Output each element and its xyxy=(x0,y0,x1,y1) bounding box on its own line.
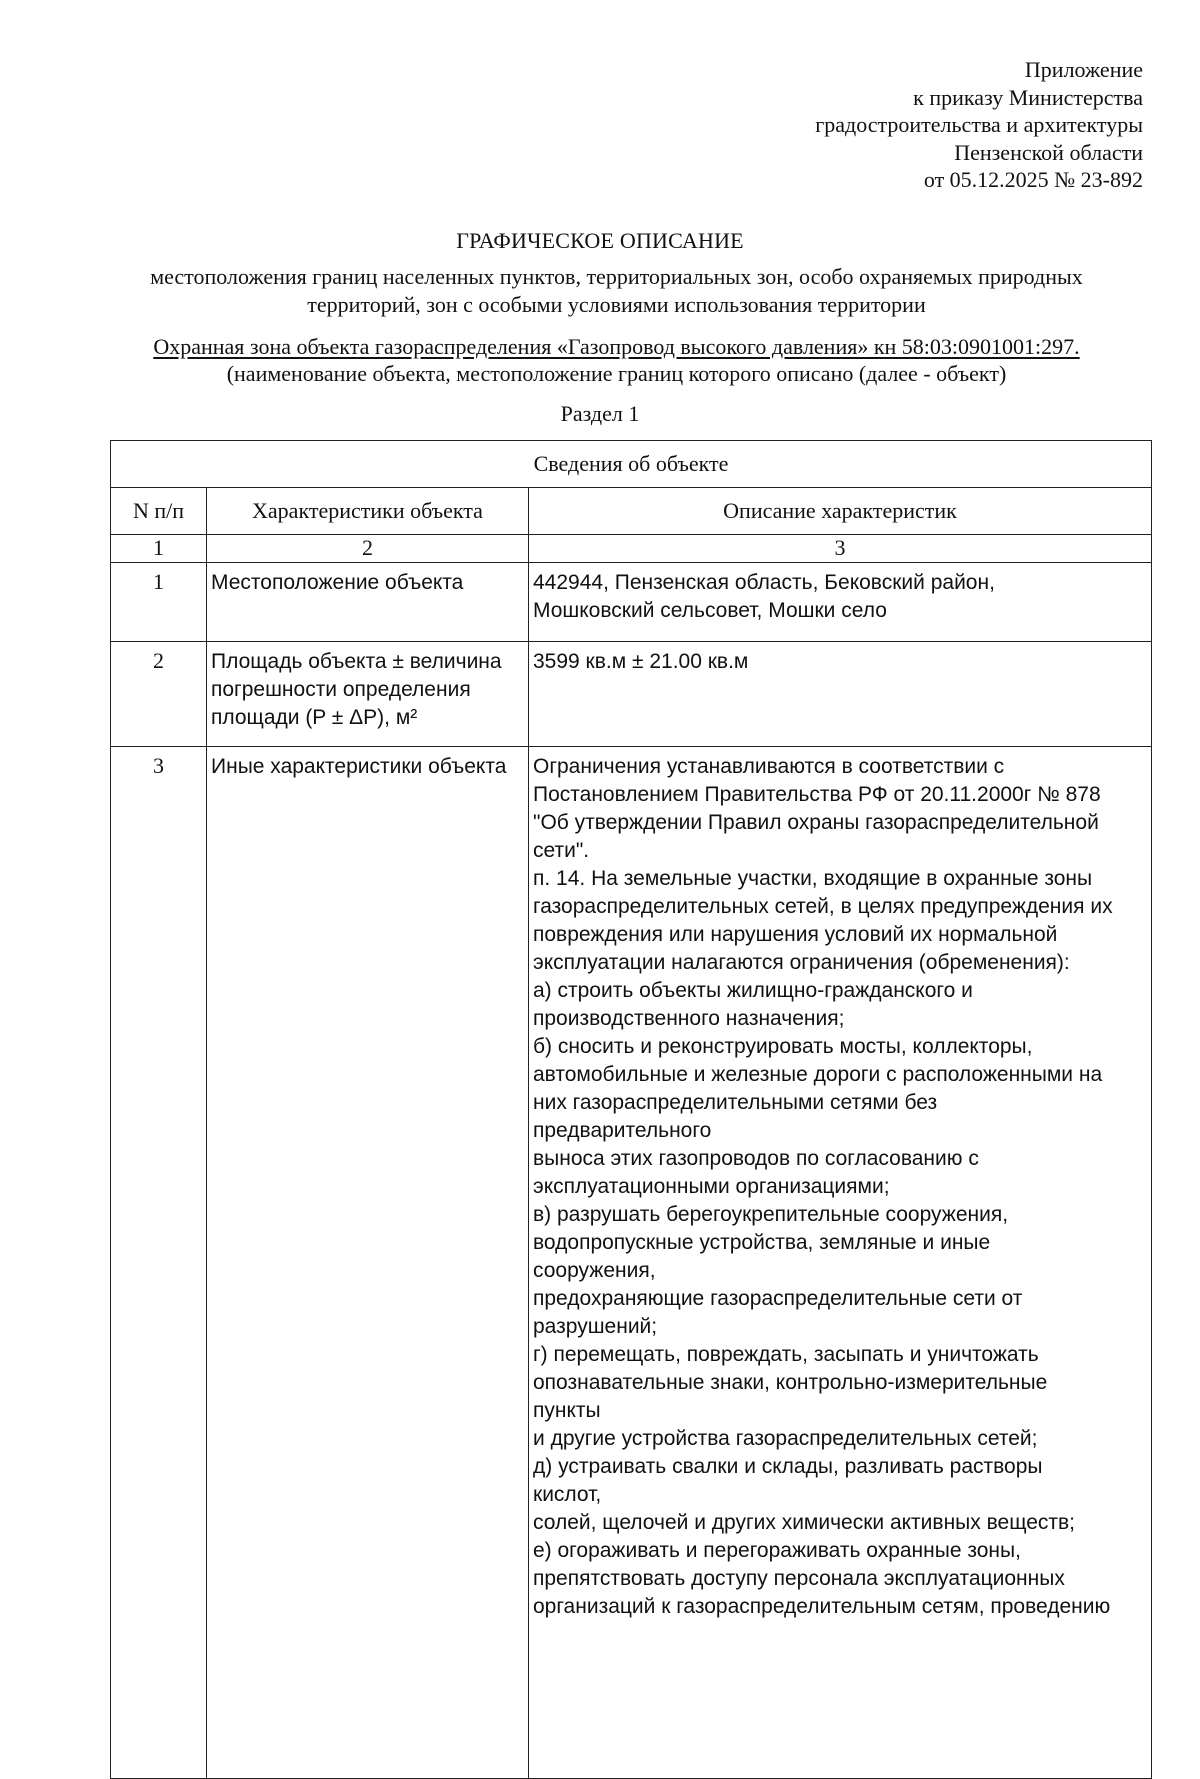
description-line: солей, щелочей и других химически активных веществ; xyxy=(533,1511,1076,1534)
description-line: 3599 кв.м ± 21.00 кв.м xyxy=(533,650,749,673)
appendix-line: градостроительства и архитектуры xyxy=(815,112,1143,137)
description-line: опознавательные знаки, контрольно-измерительные xyxy=(533,1371,1048,1394)
column-number-row xyxy=(111,535,1152,563)
object-caption: (наименование объекта, местоположение границ которого описано (далее - объект) xyxy=(226,361,1007,386)
description-line: выноса этих газопроводов по согласованию с xyxy=(533,1147,979,1170)
description-line: в) разрушать берегоукрепительные сооружения, xyxy=(533,1203,1009,1226)
table-row xyxy=(111,563,1152,642)
description-line: сооружения, xyxy=(533,1259,656,1282)
description-line: Постановлением Правительства РФ от 20.11.2000г № 878 xyxy=(533,783,1101,806)
document-subtitle xyxy=(90,263,1143,319)
description-line: сети". xyxy=(533,839,590,862)
column-number: 3 xyxy=(529,535,1152,563)
description-line: автомобильные и железные дороги с расположенными на xyxy=(533,1063,1103,1086)
row-number: 3 xyxy=(111,747,207,1779)
row-number: 1 xyxy=(111,563,207,642)
description-line: д) устраивать свалки и склады, разливать растворы xyxy=(533,1455,1043,1478)
description-line: предварительного xyxy=(533,1119,712,1142)
document-title: ГРАФИЧЕСКОЕ ОПИСАНИЕ xyxy=(456,228,744,253)
column-number: 1 xyxy=(111,535,207,563)
description-line: них газораспределительными сетями без xyxy=(533,1091,938,1114)
row-description xyxy=(529,563,1152,642)
description-line: б) сносить и реконструировать мосты, коллекторы, xyxy=(533,1035,1033,1058)
description-line: Ограничения устанавливаются в соответствии с xyxy=(533,755,1005,778)
description-line: г) перемещать, повреждать, засыпать и уничтожать xyxy=(533,1343,1039,1366)
row-description xyxy=(529,747,1152,1779)
characteristic-line: погрешности определения xyxy=(211,678,471,701)
characteristic-line: Местоположение объекта xyxy=(211,571,464,594)
section-label: Раздел 1 xyxy=(560,401,640,426)
table-caption-row xyxy=(111,441,1152,488)
row-description xyxy=(529,642,1152,747)
appendix-block xyxy=(815,56,1143,194)
row-number: 2 xyxy=(111,642,207,747)
row-characteristic xyxy=(207,747,529,1779)
description-line: производственного назначения; xyxy=(533,1007,845,1030)
header-description: Описание характеристик xyxy=(529,488,1152,535)
description-line: е) огораживать и перегораживать охранные зоны, xyxy=(533,1539,1021,1562)
description-line: п. 14. На земельные участки, входящие в охранные зоны xyxy=(533,867,1093,890)
description-line: повреждения или нарушения условий их нормальной xyxy=(533,923,1058,946)
description-line: эксплуатационными организациями; xyxy=(533,1175,890,1198)
appendix-line: Приложение xyxy=(1024,57,1143,82)
table-row xyxy=(111,642,1152,747)
column-number: 2 xyxy=(207,535,529,563)
subtitle-line: местоположения границ населенных пунктов, территориальных зон, особо охраняемых природных xyxy=(150,264,1083,289)
table-row xyxy=(111,747,1152,1779)
characteristic-line: Иные характеристики объекта xyxy=(211,755,507,778)
row-characteristic xyxy=(207,642,529,747)
characteristic-line: Площадь объекта ± величина xyxy=(211,650,502,673)
appendix-line: к приказу Министерства xyxy=(913,84,1143,110)
description-line: "Об утверждении Правил охраны газораспределительной xyxy=(533,811,1099,834)
description-line: кислот, xyxy=(533,1483,602,1506)
description-line: а) строить объекты жилищно-гражданского и xyxy=(533,979,973,1002)
description-line: пункты xyxy=(533,1399,601,1422)
description-line: Мошковский сельсовет, Мошки село xyxy=(533,599,887,622)
table-caption: Сведения об объекте xyxy=(111,441,1152,488)
object-name xyxy=(90,333,1143,361)
description-line: препятствовать доступу персонала эксплуатационных xyxy=(533,1567,1065,1590)
appendix-line: Пензенской области xyxy=(954,139,1143,165)
appendix-line: от 05.12.2025 № 23-892 xyxy=(923,167,1143,192)
description-line: разрушений; xyxy=(533,1315,658,1338)
description-line: 442944, Пензенская область, Бековский район, xyxy=(533,571,995,594)
table-header-row xyxy=(111,488,1152,535)
description-line: газораспределительных сетей, в целях предупреждения их xyxy=(533,895,1113,918)
description-line: и другие устройства газораспределительных сетей; xyxy=(533,1427,1038,1450)
object-info-table xyxy=(110,440,1152,1779)
header-characteristics: Характеристики объекта xyxy=(207,488,529,535)
object-name-text: Охранная зона объекта газораспределения «Газопровод высокого давления» кн 58:03:0901001:297. xyxy=(153,334,1080,359)
subtitle-line: территорий, зон с особыми условиями использования территории xyxy=(307,292,926,317)
description-line: предохраняющие газораспределительные сети от xyxy=(533,1287,1023,1310)
row-characteristic xyxy=(207,563,529,642)
characteristic-line: площади (P ± ΔP), м² xyxy=(211,706,418,729)
description-line: водопропускные устройства, земляные и иные xyxy=(533,1231,991,1254)
description-line: эксплуатации налагаются ограничения (обременения): xyxy=(533,951,1070,974)
header-number: N п/п xyxy=(111,488,207,535)
description-line: организаций к газораспределительным сетям, проведению xyxy=(533,1595,1111,1618)
